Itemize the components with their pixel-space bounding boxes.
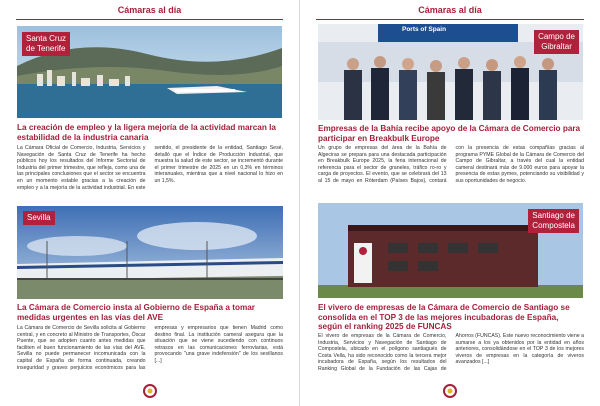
article-body-gibraltar: Un grupo de empresas del área de la Bahía de Algeciras se prepara para una destacada participación en Breakbulk Europe 2025, la feria internacional de referencia para el sector de graneles, tráfico ro-ro y carga de proyectos. El evento, que se celebrará del 13 al 15 de mayo en Róterdam (Países Bajos), contará con la presencia de estas compañías gracias al programa PYME Global de la Cámara de Comercio del Campo de Gibraltar, a través del cual la entidad cameral destinará más de 9.000 euros para apoyar la presencia de estas pymes, potenciando su visibilidad y sus oportunidades de negocio. <box>318 145 584 184</box>
santiago-photo <box>318 203 583 298</box>
article-body-tenerife: La Cámara Oficial de Comercio, Industria, Servicios y Navegación de Santa Cruz de Tenerife ha hecho públicos hoy los resultados del Informe Sectorial de Industria del primer trimestre, que refleja, como una de las principales conclusiones que el sector se encuentra en un momento estable gracias a la creación de empleo y a la mejoría de la actividad industrial. En este sentido, el presidente de la entidad, Santiago Sesé, detalló que el Índice de Producción Industrial, que muestra la salud de este sector, se incrementó durante el primer trimestre de 2025 en un 0,3% en términos interanuales, mientras que a nivel nacional lo hizo en un 1,5%. <box>17 145 283 191</box>
tenerife-photo <box>17 26 282 118</box>
location-tag-tenerife: Santa Cruz de Tenerife <box>22 32 70 56</box>
location-tag-sevilla: Sevilla <box>23 211 55 225</box>
section-title-left: Cámaras al día <box>117 5 182 15</box>
article-headline-santiago: El vivero de empresas de la Cámara de Comercio de Santiago se consolida en el TOP 3 de las mejores incubadoras de España, según el ranking 2025 de FUNCAS <box>318 303 570 331</box>
ports-of-spain-banner: Ports of Spain <box>402 26 447 33</box>
right-page <box>300 0 600 406</box>
location-tag-santiago: Santiago de Compostela <box>528 209 579 233</box>
gibraltar-photo <box>318 24 583 120</box>
article-headline-sevilla: La Cámara de Comercio insta al Gobierno de España a tomar medidas urgentes en las vías del AVE <box>17 303 255 322</box>
article-headline-tenerife: La creación de empleo y la ligera mejoría de la actividad marcan la estabilidad de la industria canaria <box>17 123 276 142</box>
page-header-left <box>16 4 283 22</box>
article-body-santiago: El vivero de empresas de la Cámara de Comercio, Industria, Servicios y Navegación de Santiago de Compostela, ubicado en el polígono santiagués de Costa Vella, ha sido reconocido como la tercera mejor incubadora de España, según los resultados del Ranking Global de la Fundación de las Cajas de Ahorros (FUNCAS). Este nuevo reconocimiento viene a sumarse a los ya obtenidos por la entidad en años anteriores, consolidándose en el TOP 3 de los mejores viveros de empresas en la categoría de viveros avanzados [...] <box>318 333 584 372</box>
ave-train-image <box>17 206 283 299</box>
sevilla-photo <box>17 206 283 299</box>
section-title-right: Cámaras al día <box>418 5 482 15</box>
article-body-sevilla: La Cámara de Comercio de Sevilla solicita al Gobierno central, y en concreto al Ministro de Transportes, Óscar Puente, que se adopten cuanto antes medidas que faciliten el buen funcionamiento de las vías del AVE. Sevilla no puede permanecer incomunicada con la capital de España de forma continuada, creando inseguridad y graves perjuicios económicos para las empresas y empresarios que tienen Madrid como destino final. La institución cameral asegura que la situación que se viene sucediendo con continuos retrasos en las comunicaciones ferroviarias, está provocando "una grave indefensión" de los sevillanos [...] <box>17 325 283 371</box>
article-headline-gibraltar: Empresas de la Bahía recibe apoyo de la Cámara de Comercio para participar en Breakbulk Europe <box>318 124 581 143</box>
header-rule-right <box>316 19 584 20</box>
camara-logo-icon <box>443 384 457 398</box>
location-tag-gibraltar: Campo de Gibraltar <box>534 30 579 54</box>
header-rule-left <box>16 19 283 20</box>
camara-logo-icon <box>143 384 157 398</box>
page-header-right <box>316 4 584 22</box>
